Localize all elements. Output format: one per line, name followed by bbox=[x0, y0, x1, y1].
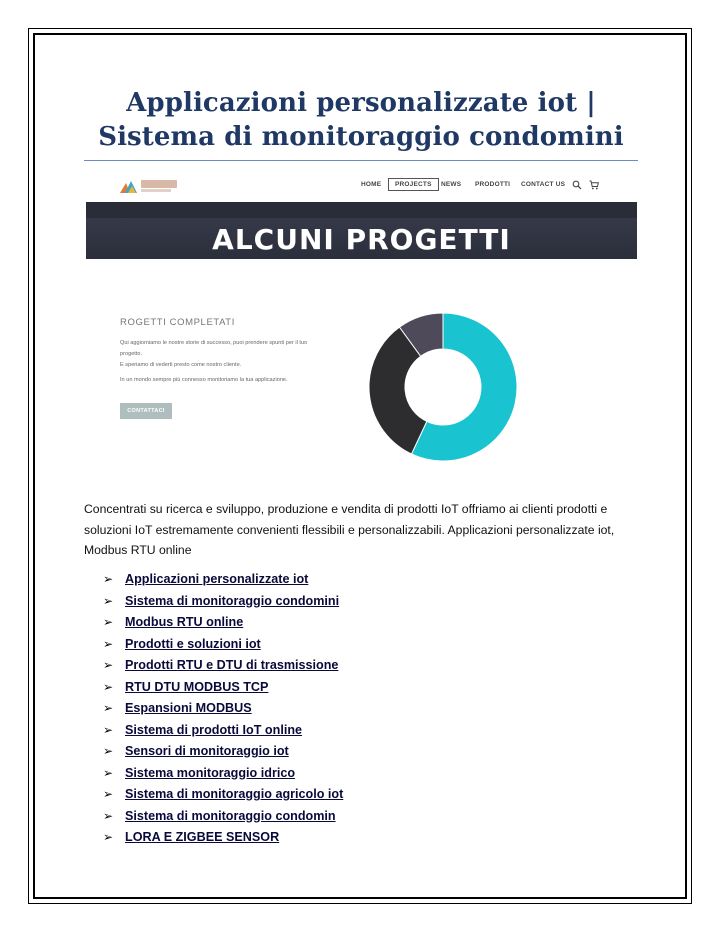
hero-banner bbox=[86, 202, 637, 259]
arrow-bullet-icon: ➢ bbox=[103, 787, 114, 801]
banner-heading: ALCUNI PROGETTI bbox=[212, 223, 511, 256]
link-item[interactable]: RTU DTU MODBUS TCP bbox=[125, 679, 269, 694]
arrow-bullet-icon: ➢ bbox=[103, 744, 114, 758]
link-list-item bbox=[103, 826, 343, 848]
nav-contact-us[interactable]: CONTACT US bbox=[521, 181, 566, 188]
link-item[interactable]: Prodotti e soluzioni iot bbox=[125, 636, 261, 651]
link-item[interactable]: Espansioni MODBUS bbox=[125, 701, 252, 715]
contact-button[interactable]: CONTATTACI bbox=[120, 403, 172, 419]
arrow-bullet-icon: ➢ bbox=[103, 808, 114, 823]
link-item[interactable]: Prodotti RTU e DTU di trasmissione bbox=[125, 658, 339, 672]
arrow-bullet-icon: ➢ bbox=[103, 658, 114, 672]
cart-icon[interactable] bbox=[589, 180, 599, 190]
section-text-line: In un mondo sempre più connesso monitoriamo la tua applicazione. bbox=[120, 377, 288, 383]
link-list-item bbox=[103, 633, 343, 655]
link-item[interactable]: LORA E ZIGBEE SENSOR bbox=[125, 830, 280, 844]
search-icon[interactable] bbox=[572, 180, 582, 190]
nav-home[interactable]: HOME bbox=[361, 181, 382, 188]
site-logo bbox=[120, 180, 178, 194]
arrow-bullet-icon: ➢ bbox=[103, 615, 114, 629]
section-text-line: progetto. bbox=[120, 351, 143, 357]
logo-wordmark bbox=[141, 180, 177, 188]
document-title: Applicazioni personalizzate iot | Sistema di monitoraggio condomini bbox=[98, 88, 624, 152]
link-list-item bbox=[103, 654, 343, 676]
link-item[interactable]: Sistema di monitoraggio condomin bbox=[125, 808, 336, 823]
section-text-line: E speriamo di vederti presto come nostro cliente. bbox=[120, 362, 242, 368]
arrow-bullet-icon: ➢ bbox=[103, 572, 114, 586]
website-screenshot bbox=[86, 170, 637, 460]
nav-prodotti[interactable]: PRODOTTI bbox=[475, 181, 511, 188]
link-item[interactable]: Sistema di monitoraggio condomini bbox=[125, 593, 340, 608]
link-item[interactable]: Sensori di monitoraggio iot bbox=[125, 744, 289, 758]
link-list-item bbox=[103, 783, 343, 805]
link-item[interactable]: Sistema di monitoraggio agricolo iot bbox=[125, 787, 344, 801]
link-list-item bbox=[103, 676, 343, 698]
section-text-line: Qui aggiorniamo le nostre storie di successo, puoi prendere spunti per il tuo bbox=[120, 340, 308, 346]
arrow-bullet-icon: ➢ bbox=[103, 765, 114, 780]
link-list-item bbox=[103, 740, 343, 762]
link-list-item bbox=[103, 611, 343, 633]
intro-paragraph: Concentrati su ricerca e sviluppo, produzione e vendita di prodotti IoT offriamo ai clienti prodotti e soluzioni IoT estremamente convenienti flessibili e personalizzabili. Applicazioni personalizzate iot, Modbus RTU online bbox=[84, 502, 615, 557]
section-title: ROGETTI COMPLETATI bbox=[120, 317, 235, 328]
site-navbar bbox=[86, 170, 637, 202]
arrow-bullet-icon: ➢ bbox=[103, 636, 114, 651]
arrow-bullet-icon: ➢ bbox=[103, 593, 114, 608]
donut-chart bbox=[368, 312, 518, 462]
link-list-item bbox=[103, 568, 343, 590]
link-item[interactable]: Modbus RTU online bbox=[125, 615, 244, 629]
banner-top-band bbox=[86, 202, 637, 218]
link-item[interactable]: Sistema di prodotti IoT online bbox=[125, 722, 303, 737]
arrow-bullet-icon: ➢ bbox=[103, 701, 114, 715]
arrow-bullet-icon: ➢ bbox=[103, 679, 114, 694]
link-list-item bbox=[103, 762, 343, 784]
link-list-item bbox=[103, 719, 343, 741]
link-item[interactable]: Sistema monitoraggio idrico bbox=[125, 765, 296, 780]
logo-tagline bbox=[141, 189, 171, 192]
title-rule bbox=[84, 160, 638, 161]
link-list-item bbox=[103, 590, 343, 612]
link-list-item bbox=[103, 697, 343, 719]
nav-projects[interactable]: PROJECTS bbox=[388, 178, 439, 191]
logo-mark-icon bbox=[120, 180, 138, 193]
link-item[interactable]: Applicazioni personalizzate iot bbox=[125, 572, 309, 586]
arrow-bullet-icon: ➢ bbox=[103, 830, 114, 844]
link-list bbox=[103, 568, 343, 848]
nav-news[interactable]: NEWS bbox=[441, 181, 462, 188]
arrow-bullet-icon: ➢ bbox=[103, 722, 114, 737]
link-list-item bbox=[103, 805, 343, 827]
